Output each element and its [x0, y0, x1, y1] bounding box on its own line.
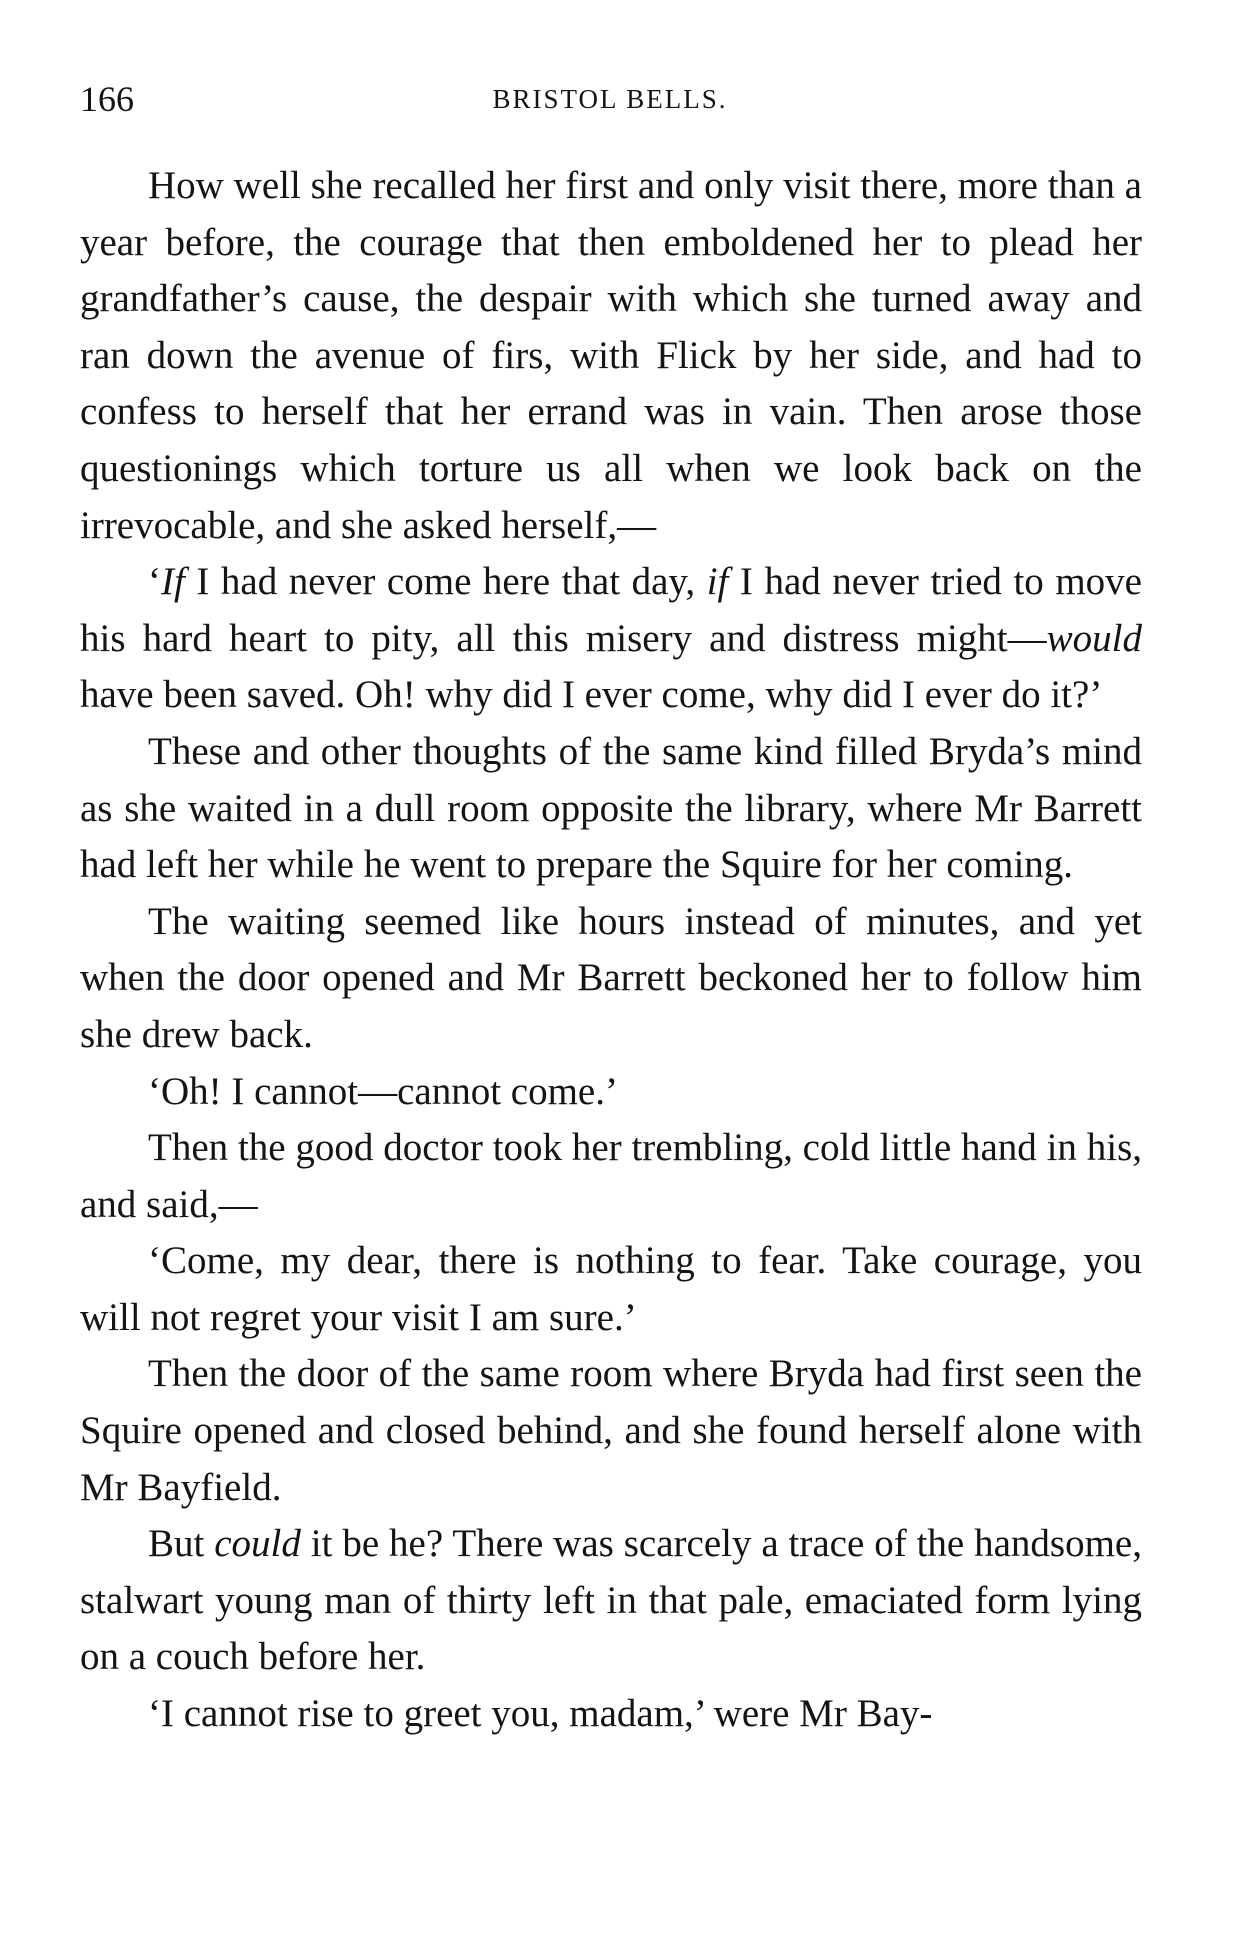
text-run: But: [148, 1522, 215, 1566]
running-head: BRISTOL BELLS.: [492, 84, 728, 114]
text-run: The waiting seemed like hours instead of minutes, and yet when the door opened and Mr Barrett beckoned her to follow him she drew back.: [80, 899, 1142, 1056]
text-run: ‘: [148, 560, 161, 604]
italic-text-run: could: [214, 1522, 301, 1566]
paragraph-3: [80, 724, 1142, 894]
paragraph-6: [80, 1120, 1142, 1233]
page-number: 166: [80, 79, 134, 119]
text-run: ‘Come, my dear, there is nothing to fear. Take courage, you will not regret your visit I am sure.’: [80, 1239, 1142, 1339]
text-run: ‘Oh! I cannot—cannot come.’: [148, 1069, 618, 1113]
paragraph-8: [80, 1346, 1142, 1516]
text-run: have been saved. Oh! why did I ever come, why did I ever do it?’: [80, 673, 1103, 717]
italic-text-run: If: [161, 560, 185, 604]
text-run: it be he? There was scarcely a trace of the handsome, stalwart young man of thirty left in that pale, emaciated form lying on a couch before her.: [80, 1522, 1142, 1679]
paragraph-7: [80, 1233, 1142, 1346]
italic-text-run: would: [1046, 616, 1142, 660]
text-run: Then the door of the same room where Bryda had first seen the Squire opened and closed behind, and she found herself alone with Mr Bayfield.: [80, 1352, 1142, 1509]
text-run: Then the good doctor took her trembling, cold little hand in his, and said,—: [80, 1126, 1142, 1226]
paragraph-4: [80, 894, 1142, 1064]
paragraph-1: [80, 158, 1142, 554]
text-run: I had never tried to move his hard heart to pity, all this misery and distress might—: [80, 560, 1142, 660]
paragraph-9: [80, 1516, 1142, 1686]
body-text: [80, 158, 1142, 1743]
italic-text-run: if: [706, 560, 729, 604]
text-run: These and other thoughts of the same kind filled Bryda’s mind as she waited in a dull room opposite the library, where Mr Barrett had left her while he went to prepare the Squire for her coming.: [80, 729, 1142, 887]
text-run: How well she recalled her first and only visit there, more than a year before, the courage that then emboldened her to plead her grandfather’s cause, the despair with which she turned away and ran down the avenue of firs, with Flick by her side, and had to confess to herself that her errand was in vain. Then arose those questionings which torture us all when we look back on the irrevocable, and she asked herself,—: [80, 164, 1142, 547]
paragraph-10: [80, 1686, 1142, 1743]
paragraph-5: [80, 1064, 1142, 1121]
page-header: [80, 78, 1140, 128]
text-run: I had never come here that day,: [184, 560, 707, 604]
paragraph-2: [80, 554, 1142, 724]
text-run: ‘I cannot rise to greet you, madam,’ were Mr Bay-: [148, 1692, 933, 1736]
